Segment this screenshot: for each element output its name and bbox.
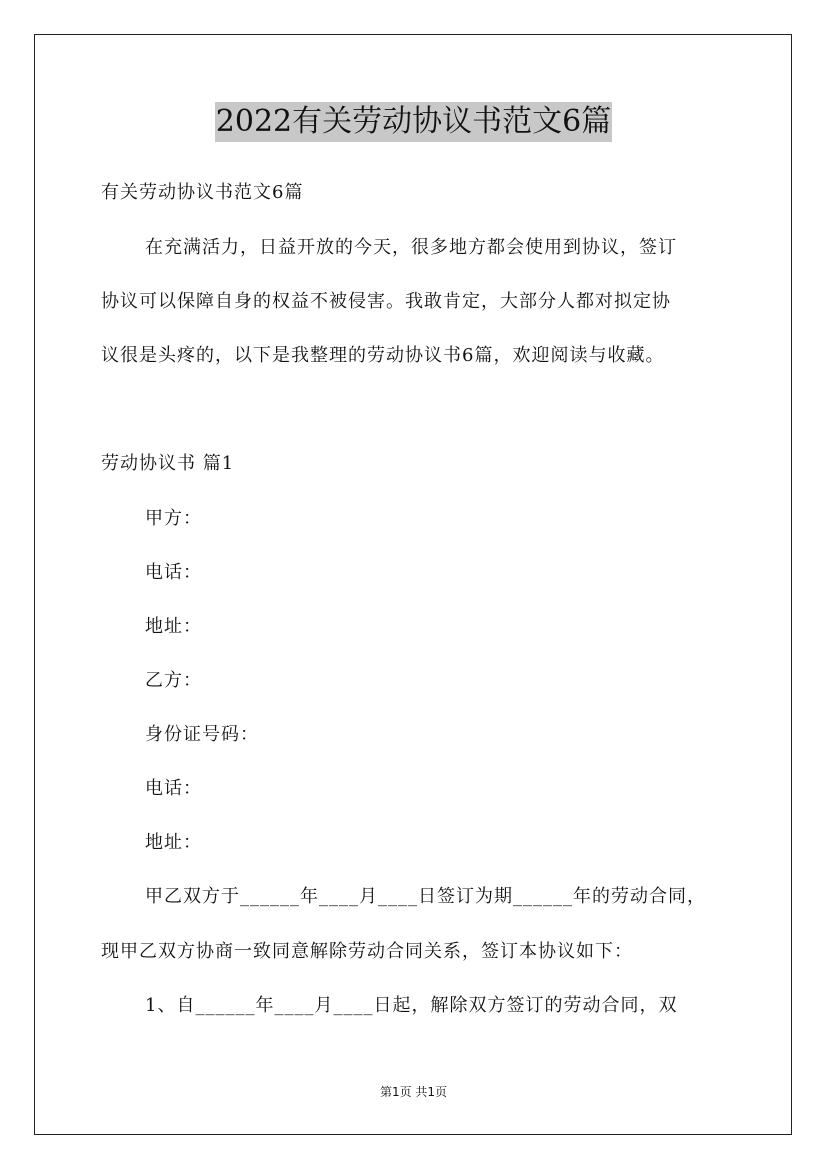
page-footer: 第1页 共1页 [379,1085,448,1099]
document-title: 2022有关劳动协议书范文6篇 [215,102,612,142]
body-line-3: 1、自______年____月____日起，解除双方签订的劳动合同，双 [145,995,678,1016]
field-party-b: 乙方： [145,670,202,691]
intro-line-3: 议很是头疼的，以下是我整理的劳动协议书6篇，欢迎阅读与收藏。 [101,345,665,366]
body-line-2: 现甲乙双方协商一致同意解除劳动合同关系，签订本协议如下： [101,941,633,962]
field-id-number: 身份证号码： [145,724,259,745]
field-address-b: 地址： [145,832,202,853]
field-phone-b: 电话： [145,778,202,799]
intro-line-1: 在充满活力，日益开放的今天，很多地方都会使用到协议，签订 [145,237,677,258]
body-line-1: 甲乙双方于______年____月____日签订为期______年的劳动合同， [145,886,706,907]
field-address-a: 地址： [145,616,202,637]
intro-line-2: 协议可以保障自身的权益不被侵害。我敢肯定，大部分人都对拟定协 [101,291,671,312]
document-subtitle: 有关劳动协议书范文6篇 [101,182,304,203]
title-container [0,102,827,142]
field-phone-a: 电话： [145,562,202,583]
field-party-a: 甲方： [145,508,202,529]
section-heading: 劳动协议书 篇1 [101,453,235,474]
